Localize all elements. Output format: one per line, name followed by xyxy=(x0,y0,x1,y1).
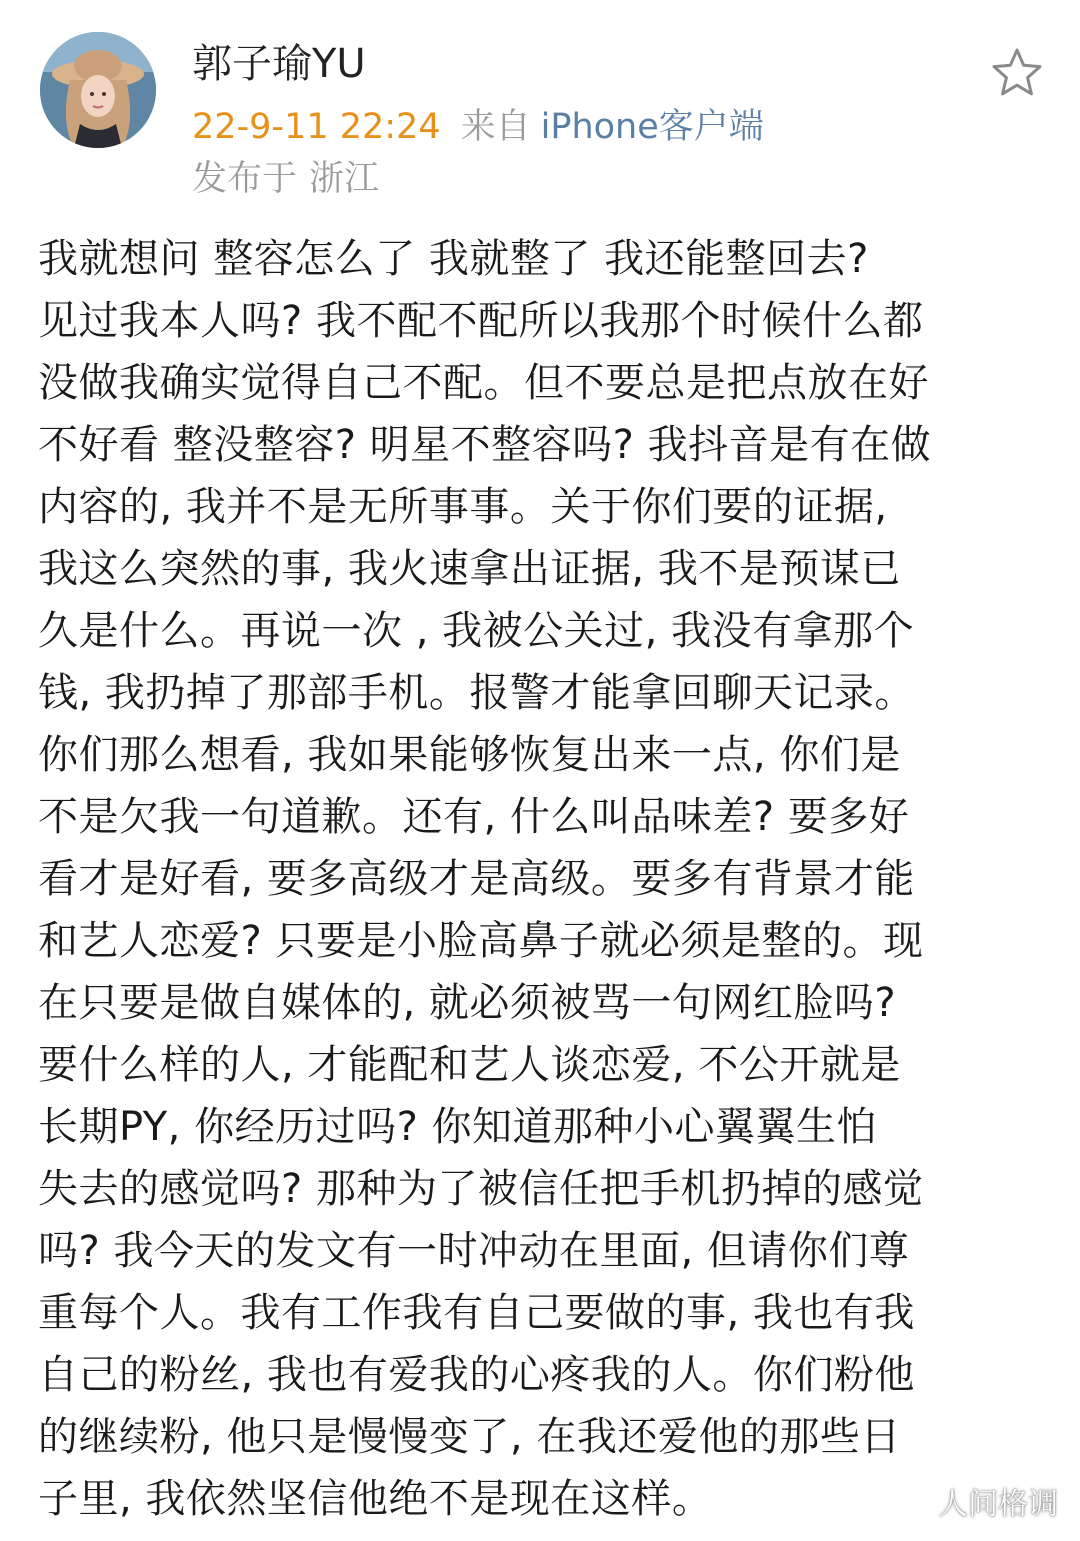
post-text-line: 和艺人恋爱? 只要是小脸高鼻子就必须是整的。现 xyxy=(38,918,924,964)
post-text-line: 见过我本人吗? 我不配不配所以我那个时候什么都 xyxy=(38,298,924,344)
source-label: 来自 xyxy=(460,107,531,147)
post-text-line: 子里, 我依然坚信他绝不是现在这样。 xyxy=(38,1476,713,1522)
post-timestamp: 22-9-11 22:24 xyxy=(192,107,441,147)
post-text-line: 长期PY, 你经历过吗? 你知道那种小心翼翼生怕 xyxy=(38,1104,878,1150)
post-text-line: 你们那么想看, 我如果能够恢复出来一点, 你们是 xyxy=(38,732,901,778)
post-text-line: 的继续粉, 他只是慢慢变了, 在我还爱他的那些日 xyxy=(38,1414,901,1460)
post-text-line: 要什么样的人, 才能配和艺人谈恋爱, 不公开就是 xyxy=(38,1042,901,1088)
avatar-image xyxy=(40,32,156,148)
post-text-line: 内容的, 我并不是无所事事。关于你们要的证据, xyxy=(38,484,888,530)
post-text-line: 不好看 整没整容? 明星不整容吗? 我抖音是有在做 xyxy=(38,422,932,468)
post-body xyxy=(38,228,1038,1530)
star-outline-icon[interactable] xyxy=(990,46,1044,100)
post-text-line: 久是什么。再说一次 , 我被公关过, 我没有拿那个 xyxy=(38,608,915,654)
post-text-line: 吗? 我今天的发文有一时冲动在里面, 但请你们尊 xyxy=(38,1228,910,1274)
username[interactable]: 郭子瑜YU xyxy=(192,41,366,87)
post-location xyxy=(192,156,379,202)
post-text-line: 钱, 我扔掉了那部手机。报警才能拿回聊天记录。 xyxy=(38,670,915,716)
post-text-line: 我这么突然的事, 我火速拿出证据, 我不是预谋已 xyxy=(38,546,901,592)
post-text-line: 我就想问 整容怎么了 我就整了 我还能整回去? xyxy=(38,236,869,282)
source-client-link[interactable]: iPhone客户端 xyxy=(540,107,764,147)
post-text-line: 看才是好看, 要多高级才是高级。要多有背景才能 xyxy=(38,856,915,902)
post-header xyxy=(0,0,1080,215)
post-meta xyxy=(192,104,764,150)
post-text-line: 失去的感觉吗? 那种为了被信任把手机扔掉的感觉 xyxy=(38,1166,924,1212)
post-text-line: 在只要是做自媒体的, 就必须被骂一句网红脸吗? xyxy=(38,980,897,1026)
post-text-line: 自己的粉丝, 我也有爱我的心疼我的人。你们粉他 xyxy=(38,1352,915,1398)
post-text-line: 重每个人。我有工作我有自己要做的事, 我也有我 xyxy=(38,1290,915,1336)
post-text-line: 不是欠我一句道歉。还有, 什么叫品味差? 要多好 xyxy=(38,794,910,840)
location-label: 发布于 xyxy=(192,159,298,199)
watermark: 人间格调 xyxy=(938,1487,1058,1522)
avatar[interactable] xyxy=(40,32,156,148)
post-text-line: 没做我确实觉得自己不配。但不要总是把点放在好 xyxy=(38,360,929,406)
location-value: 浙江 xyxy=(309,159,380,199)
